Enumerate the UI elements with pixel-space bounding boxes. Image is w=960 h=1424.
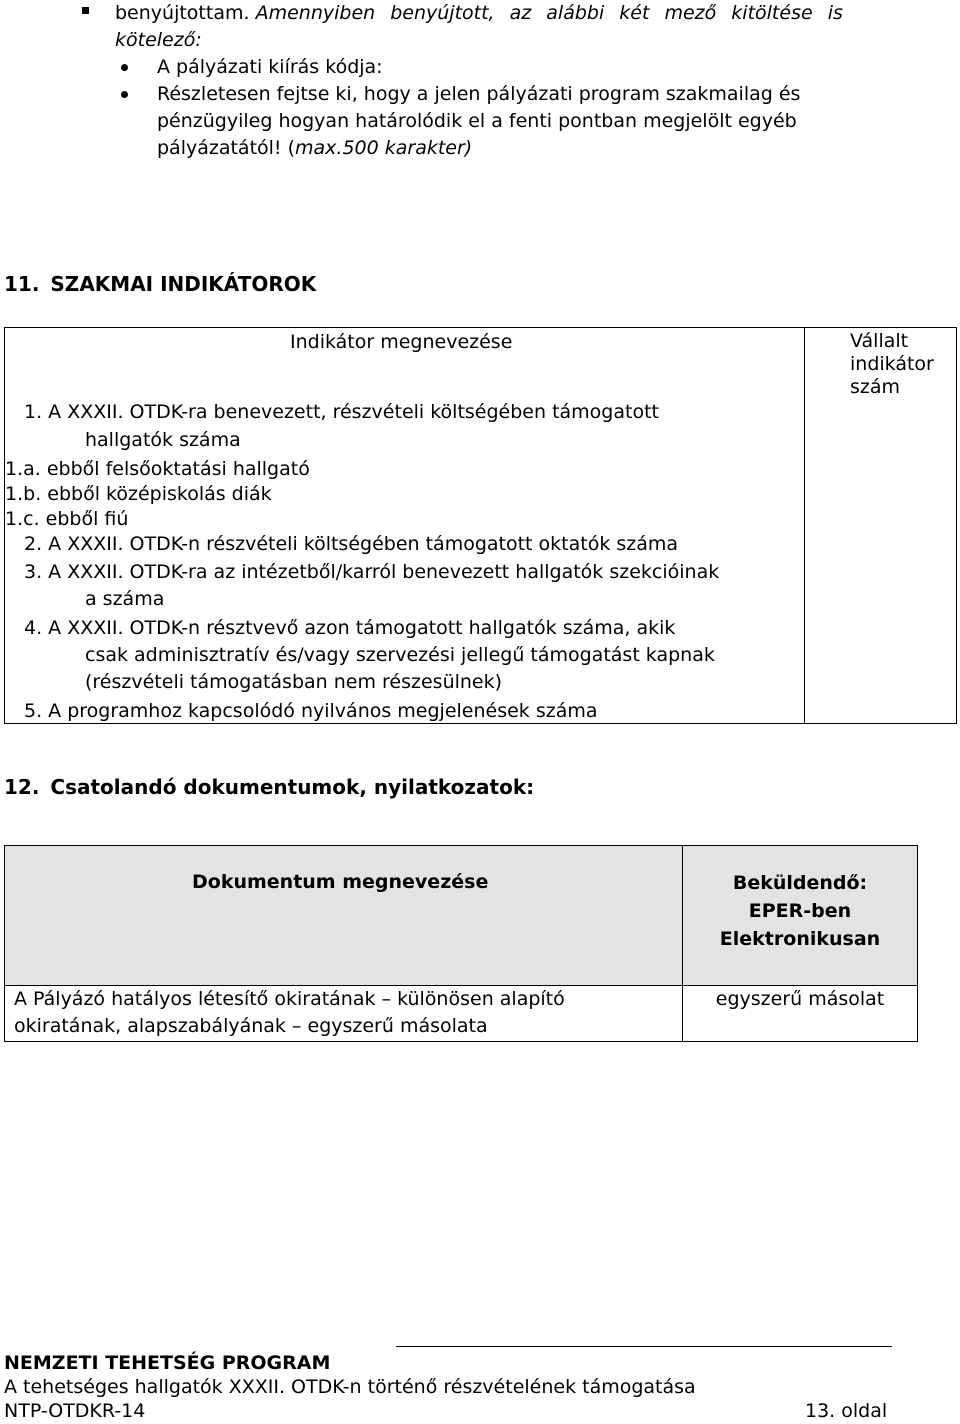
document-description: A Pályázó hatályos létesítő okiratának – különösen alapító okiratának, alapszabályának – egyszerű másolata	[14, 988, 565, 1037]
bullet-item-2-line-1: Részletesen fejtse ki, hogy a jelen pályázati program szakmailag és	[157, 83, 801, 105]
section-11-heading	[4, 272, 316, 296]
section-title: SZAKMAI INDIKÁTOROK	[50, 272, 317, 296]
square-bullet-icon	[82, 7, 89, 14]
indicator-row: 1.c. ebből fiú	[5, 508, 129, 530]
footer-program-name: NEMZETI TEHETSÉG PROGRAM	[4, 1352, 331, 1374]
indicator-row: 2. A XXXII. OTDK-n részvételi költségében támogatott oktatók száma	[24, 533, 679, 555]
submit-header-cell	[683, 846, 918, 986]
section-number: 12.	[4, 775, 40, 799]
section-12-heading	[4, 775, 534, 799]
committed-header: Vállalt indikátor szám	[850, 330, 934, 398]
indicator-name-header: Indikátor megnevezése	[290, 331, 513, 353]
bullet-icon	[121, 91, 128, 98]
footer-code: NTP-OTDKR-14	[4, 1400, 146, 1422]
bullet-item-1: A pályázati kiírás kódja:	[157, 56, 383, 78]
intro-line-1	[0, 0, 960, 30]
section-number: 11.	[4, 272, 40, 296]
intro-italic-text: Amennyiben benyújtott, az alábbi két mező kitöltése is	[255, 2, 843, 24]
document-name-header-cell	[5, 846, 683, 986]
intro-line-2: kötelező:	[115, 29, 202, 51]
section-title: Csatolandó dokumentumok, nyilatkozatok:	[50, 775, 535, 799]
document-submit-type: egyszerű másolat	[715, 988, 885, 1010]
document-row-value	[683, 986, 918, 1042]
document-name-header: Dokumentum megnevezése	[192, 871, 489, 893]
footer-page-number: 13. oldal	[805, 1400, 888, 1422]
indicator-row: csak adminisztratív és/vagy szervezési jellegű támogatást kapnak	[85, 644, 715, 666]
submit-header: Beküldendő: EPER-ben Elektronikusan	[719, 872, 881, 950]
indicator-name-column	[5, 328, 805, 724]
indicator-row: hallgatók száma	[85, 429, 241, 451]
committed-value-column[interactable]	[805, 328, 957, 724]
indicator-row: (részvételi támogatásban nem részesülnek)	[85, 671, 503, 693]
documents-table	[4, 845, 918, 1042]
bullet-icon	[121, 64, 128, 71]
footer-divider	[396, 1346, 892, 1347]
indicator-row: 1.b. ebből középiskolás diák	[5, 483, 272, 505]
bullet-item-2-line-3: pályázatától! (max.500 karakter)	[157, 137, 473, 159]
bullet-item-2-line-2: pénzügyileg hogyan határolódik el a fenti pontban megjelölt egyéb	[157, 110, 797, 132]
indicator-row: 5. A programhoz kapcsolódó nyilvános megjelenések száma	[24, 700, 598, 722]
footer-subtitle: A tehetséges hallgatók XXXII. OTDK-n történő részvételének támogatása	[4, 1376, 696, 1398]
intro-plain-text: benyújtottam.	[115, 2, 250, 24]
indicator-table	[4, 327, 957, 724]
indicator-row: 3. A XXXII. OTDK-ra az intézetből/karról benevezett hallgatók szekcióinak	[24, 561, 720, 583]
indicator-row: 1. A XXXII. OTDK-ra benevezett, részvételi költségében támogatott	[24, 401, 659, 423]
indicator-row: 4. A XXXII. OTDK-n résztvevő azon támogatott hallgatók száma, akik	[24, 617, 676, 639]
document-row-name	[5, 986, 683, 1042]
indicator-row: a száma	[85, 588, 165, 610]
indicator-row: 1.a. ebből felsőoktatási hallgató	[5, 458, 310, 480]
